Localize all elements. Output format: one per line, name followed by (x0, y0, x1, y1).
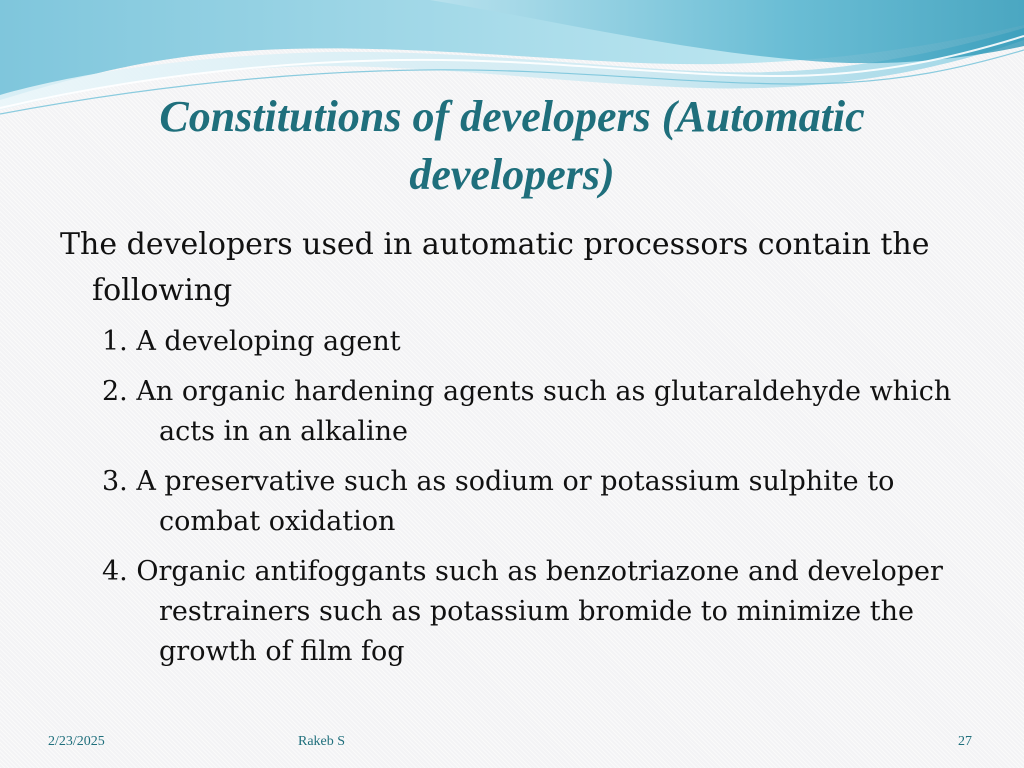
slide-title: Constitutions of developers (Automatic developers) (159, 92, 865, 199)
list-item: 1. A developing agent (102, 326, 401, 357)
intro-text: The developers used in automatic processors contain the following (60, 227, 930, 308)
list-item: 4. Organic antifoggants such as benzotriazone and developer restrainers such as potassium bromide to minimize the growth of film fog (102, 556, 943, 667)
slide-body (60, 222, 970, 682)
slide-number: 27 (958, 734, 972, 749)
footer-date: 2/23/2025 (48, 734, 105, 749)
list-item: 3. A preservative such as sodium or potassium sulphite to combat oxidation (102, 466, 895, 537)
footer-author: Rakeb S (298, 734, 346, 749)
developer-constituents-list (60, 322, 970, 672)
list-item: 2. An organic hardening agents such as glutaraldehyde which acts in an alkaline (102, 376, 952, 447)
